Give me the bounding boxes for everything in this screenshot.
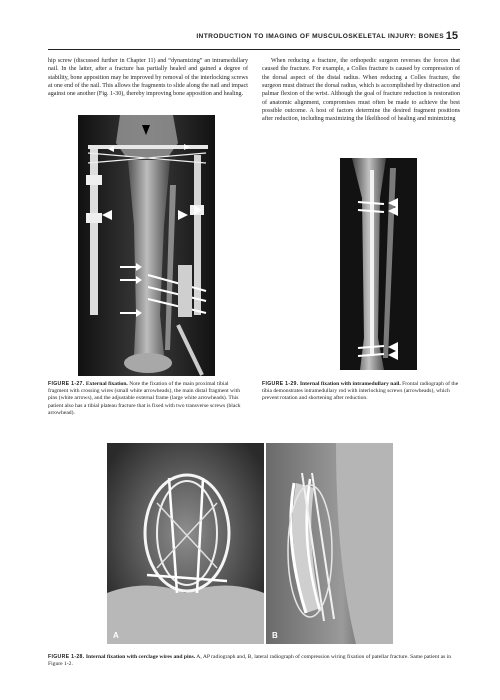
panel-label-a: A bbox=[113, 631, 119, 640]
figure-1-27-image bbox=[78, 115, 215, 376]
figure-caption-text: A, AP radiograph and, B, lateral radiograph of compression wiring fixation of patellar fracture. Same patient as in Figure 1-2. bbox=[48, 654, 452, 668]
figure-caption-text: Frontal radiograph of the tibia demonstrates intramedullary rod with interlocking screws (arrowheads), which prevent rotation and shortening after reduction. bbox=[262, 381, 459, 402]
figure-title: Internal fixation with cerclage wires and pins. bbox=[85, 654, 196, 660]
figure-label: FIGURE 1-28. bbox=[48, 654, 85, 660]
figure-label: FIGURE 1-29. bbox=[262, 381, 299, 387]
panel-label-b: B bbox=[272, 631, 278, 640]
figure-caption-text: Note the fixation of the main proximal tibial fragment with crossing wires (small white arrowheads), the main distal fragment with pins (white arrows), and the adjustable external frame (large white arrowheads). This patient also has a tibial plateau fracture that is fixed with two transverse screws (black arrowhead). bbox=[48, 381, 241, 416]
figure-title: Internal fixation with intramedullary nail. bbox=[299, 381, 401, 387]
figure-1-29-caption bbox=[262, 381, 460, 403]
figure-1-27-caption bbox=[48, 381, 248, 417]
figure-title: External fixation. bbox=[85, 381, 128, 387]
header-rule bbox=[48, 49, 460, 50]
body-column-left: hip screw (discussed further in Chapter 11) and “dynamizing” an intramedullary nail. In the latter, after a fracture has partially healed and gained a degree of stability, bone apposition may be improved by removal of the interlocking screws at one end of the nail. This allows the fragments to slide along the nail and impact against one another (Fig. 1-30), thereby improving bone apposition and healing. bbox=[48, 58, 248, 98]
figure-1-29-image bbox=[340, 158, 417, 370]
body-column-right: When reducing a fracture, the orthopedic surgeon reverses the forces that caused the fracture. For example, a Colles fracture is caused by compression of the dorsal aspect of the distal radius. When reducing a Colles fracture, the surgeon must distract the dorsal radius, which is accomplished by distraction and palmar flexion of the wrist. Although the goal of fracture reduction is restoration of anatomic alignment, compromises must often be made to achieve the best possible outcome. A host of factors determine the desired fragment positions after reduction, including maximizing the likelihood of healing and minimizing bbox=[262, 58, 460, 123]
figure-label: FIGURE 1-27. bbox=[48, 381, 85, 387]
figure-1-28-caption bbox=[48, 654, 460, 668]
figure-1-28-panel-a bbox=[107, 443, 264, 644]
running-title: INTRODUCTION TO IMAGING OF MUSCULOSKELETAL INJURY: BONES bbox=[196, 33, 444, 40]
figure-1-28-panel-b bbox=[266, 443, 393, 644]
page-number: 15 bbox=[445, 30, 458, 42]
